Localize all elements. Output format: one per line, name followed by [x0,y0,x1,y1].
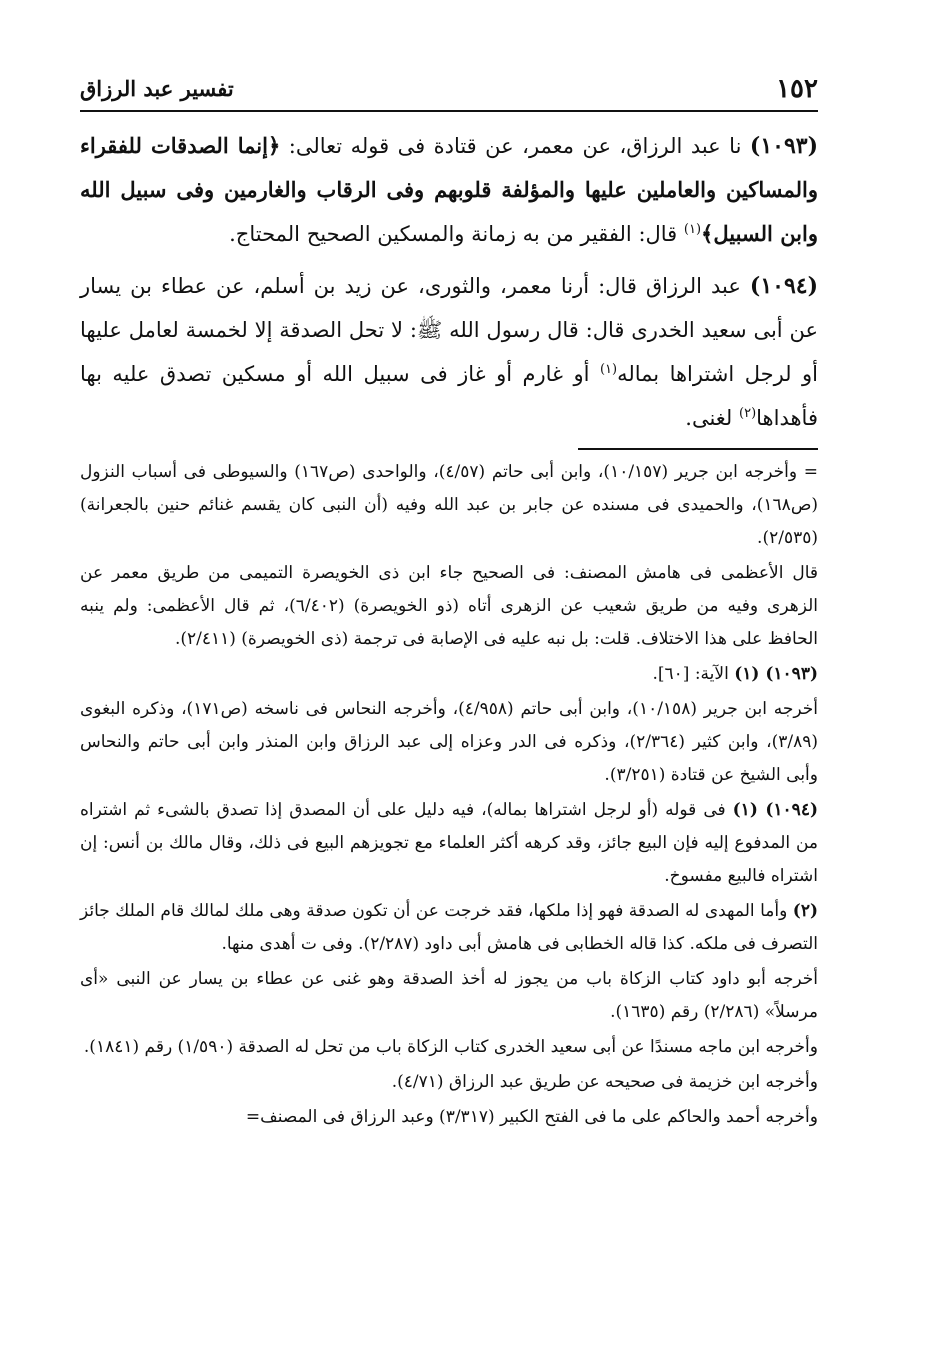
running-title: تفسير عبد الرزاق [80,76,234,101]
entry-text: أو غارم أو غاز فى سبيل الله أو مسكين تصدق عليه بها فأهداها [80,362,818,430]
footnote-label: (٢) [792,901,818,921]
footnote-divider [578,448,818,450]
page-header [80,72,818,112]
footnote-ref[interactable]: (١) [599,362,618,377]
footnote-1094-1 [80,794,818,893]
footnote-ibn-majah: وأخرجه ابن ماجه مسندًا عن أبى سعيد الخدرى كتاب الزكاة باب من تحل له الصدقة (١/٥٩٠) رقم (١٨٤١). [83,1037,818,1057]
entry-number: (١٠٩٤) [749,273,818,299]
footnote-label: (١٠٩٤) (١) [732,800,818,820]
footnote-ref[interactable]: (١) [683,222,702,237]
entry-1094 [80,264,818,440]
entry-text: نا عبد الرزاق، عن معمر، عن قتادة فى قوله تعالى: [280,134,750,158]
book-page [80,72,818,1136]
footnote-1094-2 [80,895,818,961]
main-text [80,124,818,440]
footnote-azami-note: قال الأعظمى فى هامش المصنف: فى الصحيح جاء ابن ذى الخويصرة التميمى من طريق معمر عن الزهرى وفيه من طريق شعيب عن الزهرى أتاه (ذو الخويصرة) (٦/٤٠٢)، ثم قال الأعظمى: ولم ينبه الحافظ على هذا الاختلاف. قلت: بل نبه عليه فى الإصابة فى ترجمة (ذى الخويصرة) (٢/٤١١). [80,563,818,649]
entry-1093 [80,124,818,256]
footnote-ahmad-hakim: وأخرجه أحمد والحاكم على ما فى الفتح الكبير (٣/٣١٧) وعبد الرزاق فى المصنف= [245,1107,818,1127]
footnote-1093 [80,658,818,691]
footnote-abu-dawud: أخرجه أبو داود كتاب الزكاة باب من يجوز له أخذ الصدقة وهو غنى عن عطاء بن يسار عن النبى «أى مرسلاً» (٢/٢٨٦) رقم (١٦٣٥). [80,969,818,1022]
footnote-continuation: = وأخرجه ابن جرير (١٠/١٥٧)، وابن أبى حاتم (٤/٥٧)، والواحدى (ص١٦٧) والسيوطى فى أسباب النزول (ص١٦٨)، والحميدى فى مسنده عن جابر بن عبد الله وفيه (أن النبى كان يقسم غنائم حنين بالجعرانة) (٢/٥٣٥). [80,462,818,548]
footnote-text: الآية: [٦٠]. [652,664,735,684]
footnotes [80,456,818,1134]
entry-text: قال: الفقير من به زمانة والمسكين الصحيح المحتاج. [229,222,684,246]
footnote-ref[interactable]: (٢) [739,406,757,421]
footnote-1093-takhrij: أخرجه ابن جرير (١٠/١٥٨)، وابن أبى حاتم (٤/٩٥٨)، وأخرجه النحاس فى ناسخه (ص١٧١)، وذكره البغوى (٣/٨٩)، وابن كثير (٢/٣٦٤)، وذكره فى الدر وعزاه إلى عبد الرزاق وابن المنذر وابن أبى حاتم والنحاس وأبى الشيخ عن قتادة (٣/٢٥١). [80,699,818,785]
footnote-ibn-khuzayma: وأخرجه ابن خزيمة فى صحيحه عن طريق عبد الرزاق (٤/٧١). [391,1072,818,1092]
page-number: ١٥٢ [776,74,818,104]
quran-verse: ﴿إنما الصدقات للفقراء والمساكين والعاملين عليها والمؤلفة قلوبهم وفى الرقاب والغارمين وفى سبيل الله وابن السبيل﴾ [80,133,818,246]
footnote-text: وأما المهدى له الصدقة فهو إذا ملكها، فقد خرجت عن أن تكون صدقة وهى ملك لمالك قام الملك جائز التصرف فى ملكه. كذا قاله الخطابى فى هامش أبى داود (٢/٢٨٧). وفى ت أهدى منها. [80,901,818,954]
footnote-label: (١٠٩٣) (١) [734,664,818,684]
footnote-text: فى قوله (أو لرجل اشتراها بماله)، فيه دليل على أن المصدق إذا تصدق بالشىء ثم اشتراه من المدفوع إليه فإن البيع جائز، وقد كرهه أكثر العلماء مع تجويزهم البيع فى ذلك، وقال مالك بن أنس: إن اشتراه فالبيع مفسوخ. [80,800,818,886]
entry-text: عبد الرزاق قال: أرنا معمر، والثورى، عن زيد بن أسلم، عن عطاء بن يسار عن أبى سعيد الخدرى قال: قال رسول الله ﷺ: لا تحل الصدقة إلا لخمسة لعامل عليها أو لرجل اشتراها بماله [80,274,819,386]
entry-text: لغنى. [685,406,740,430]
entry-number: (١٠٩٣) [749,133,818,159]
